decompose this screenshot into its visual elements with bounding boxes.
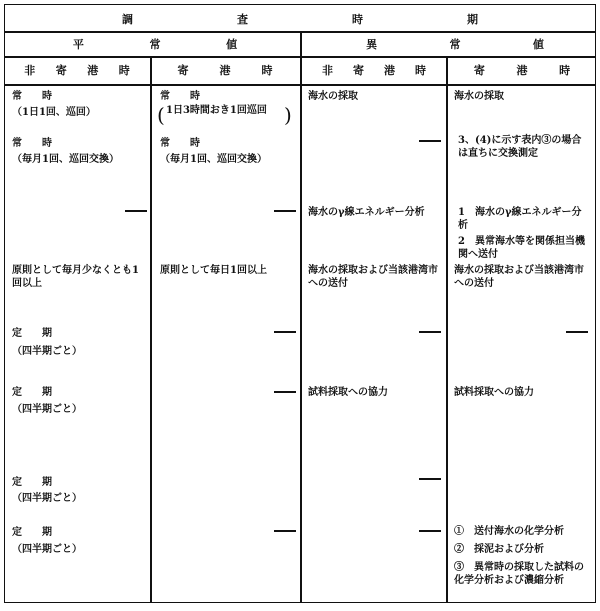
r2-col1-title: 常 時: [12, 138, 52, 149]
r2-col2-title: 常 時: [160, 138, 200, 149]
header-char: 非: [24, 64, 36, 77]
header-char: 時: [559, 64, 571, 77]
header-char: 寄: [473, 64, 485, 77]
header-survey-period: [70, 8, 530, 30]
header-char: 異: [366, 38, 378, 51]
r6-col3: 試料採取への協力: [308, 387, 388, 398]
header-char: 寄: [55, 64, 67, 77]
r8-col3-dash: [419, 530, 441, 532]
r1-col2-sub: 1日3時間おき1回巡回: [166, 105, 267, 116]
r2-col3-dash: [419, 140, 441, 142]
r5-col4-dash: [566, 331, 588, 333]
r7-col3-dash: [419, 478, 441, 480]
header-char: 港: [87, 64, 99, 77]
r8-col4-item3: ③ 異常時の採取した試料の化学分析および濃縮分析: [454, 562, 584, 586]
r4-col3: 海水の採取および当該港湾市への送付: [308, 265, 438, 289]
r2-col1-sub: （毎月1回、巡回交換）: [12, 154, 119, 165]
r1-col2-title: 常 時: [160, 91, 200, 102]
r8-col1-title: 定 期: [12, 527, 52, 538]
r4-col4: 海水の採取および当該港湾市への送付: [454, 265, 584, 289]
r3-col2-dash: [274, 210, 296, 212]
r3-col4-item1: 1 海水のγ線エネルギー分析: [458, 207, 582, 231]
r4-col2: 原則として毎日1回以上: [160, 265, 267, 276]
r1-col1-title: 常 時: [12, 91, 52, 102]
header-char: 期: [467, 13, 478, 26]
r6-col4: 試料採取への協力: [454, 387, 534, 398]
r2-col2-sub: （毎月1回、巡回交換）: [160, 154, 267, 165]
column-rule-3: [446, 56, 448, 603]
header-char: 寄: [353, 64, 364, 77]
r5-col1-title: 定 期: [12, 328, 52, 339]
header-char: 常: [149, 38, 161, 51]
r7-col1-title: 定 期: [12, 477, 52, 488]
header-char: 時: [118, 64, 130, 77]
r1-col2-paren-close: ): [284, 103, 292, 127]
header-char: 査: [237, 13, 248, 26]
r8-col2-dash: [274, 530, 296, 532]
header-col3-non-port-call: [312, 58, 436, 82]
r8-col1-sub: （四半期ごと）: [12, 544, 82, 555]
header-char: 港: [219, 64, 231, 77]
r3-col1-dash: [125, 210, 147, 212]
r1-col4: 海水の採取: [454, 91, 504, 102]
r8-col4-item2: ② 採泥および分析: [454, 544, 544, 555]
r4-col1: 原則として毎月少なくとも1回以上: [12, 265, 139, 289]
r3-col4-item2: 2 異常海水等を関係担当機関へ送付: [458, 236, 585, 260]
header-col2-port-call: [162, 58, 288, 82]
header-col1-non-port-call: [14, 58, 140, 82]
r1-col2-paren-open: (: [157, 103, 165, 127]
header-col4-port-call: [458, 58, 586, 82]
r1-col3: 海水の採取: [308, 91, 358, 102]
header-char: 時: [261, 64, 273, 77]
r5-col1-sub: （四半期ごと）: [12, 346, 82, 357]
r1-col1-sub: （1日1回、巡回）: [12, 107, 96, 118]
header-char: 常: [449, 38, 461, 51]
r6-col2-dash: [274, 391, 296, 393]
header-char: 値: [532, 38, 544, 51]
r5-col3-dash: [419, 331, 441, 333]
header-normal-values: [40, 33, 270, 55]
header-abnormal-values: [330, 33, 580, 55]
header-char: 値: [226, 38, 238, 51]
header-char: 平: [72, 38, 84, 51]
column-rule-2: [300, 31, 302, 603]
r6-col1-sub: （四半期ごと）: [12, 404, 82, 415]
header-char: 港: [384, 64, 395, 77]
header-char: 寄: [177, 64, 189, 77]
r3-col3: 海水のγ線エネルギー分析: [308, 207, 425, 218]
header-char: 港: [516, 64, 528, 77]
header-char: 調: [122, 13, 133, 26]
r6-col1-title: 定 期: [12, 387, 52, 398]
r7-col1-sub: （四半期ごと）: [12, 493, 82, 504]
header-char: 時: [352, 13, 363, 26]
r8-col4-item1: ① 送付海水の化学分析: [454, 526, 564, 537]
header-char: 時: [415, 64, 426, 77]
header-char: 非: [322, 64, 333, 77]
r2-col4: 3、(4)に示す表内③の場合は直ちに交換測定: [458, 135, 582, 159]
column-rule-1: [150, 56, 152, 603]
r5-col2-dash: [274, 331, 296, 333]
